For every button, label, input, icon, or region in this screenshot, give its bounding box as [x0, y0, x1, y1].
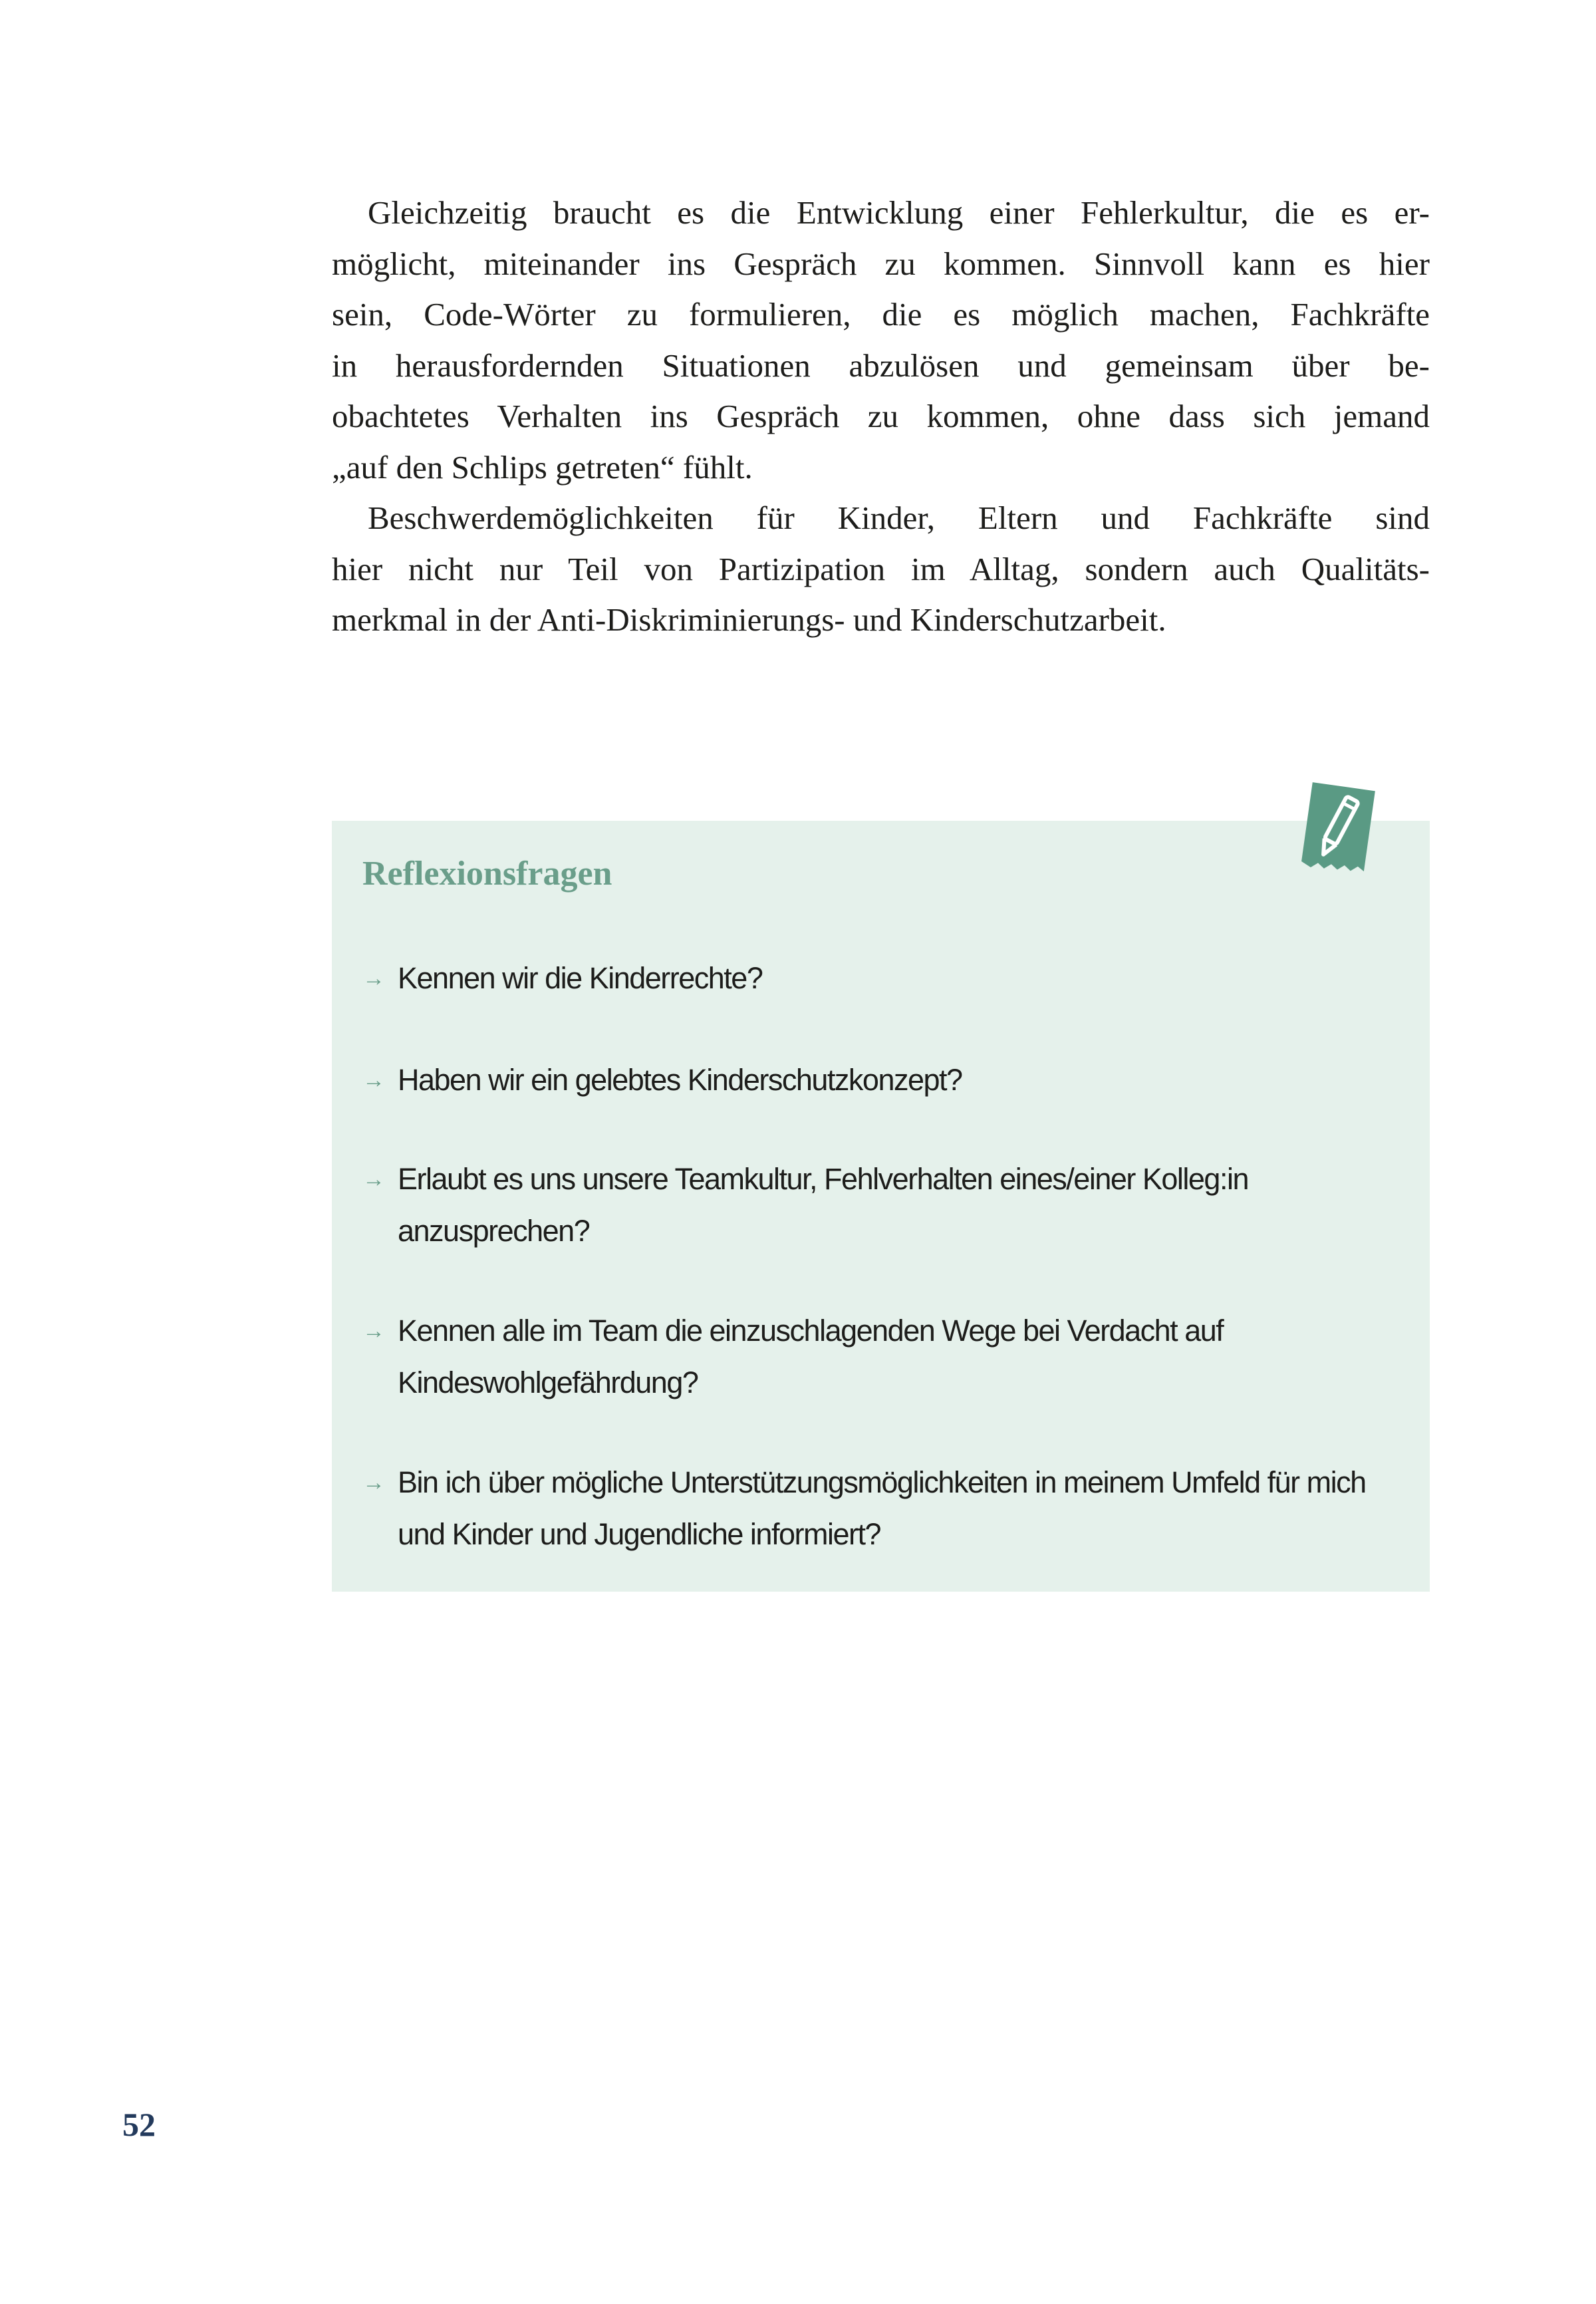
text-line: hier nicht nur Teil von Partizipation im Alltag, sondern auch Qualitäts-	[332, 550, 1430, 587]
question-item	[362, 1305, 1400, 1409]
question-text: Erlaubt es uns unsere Teamkultur, Fehlverhalten eines/einer Kolleg:in anzusprechen?	[398, 1162, 1248, 1248]
arrow-icon: →	[362, 1167, 384, 1192]
text-line: „auf den Schlips getreten“ fühlt.	[332, 448, 753, 486]
arrow-icon: →	[362, 966, 384, 991]
arrow-icon: →	[362, 1068, 384, 1093]
question-item	[362, 952, 1400, 1004]
arrow-icon: →	[362, 1318, 384, 1344]
text-line: sein, Code-Wörter zu formulieren, die es möglich machen, Fachkräfte	[332, 296, 1430, 333]
reflection-questions-box	[332, 821, 1430, 1592]
arrow-icon: →	[362, 1470, 384, 1495]
question-item	[362, 1153, 1400, 1257]
question-item	[362, 1457, 1400, 1560]
box-title: Reflexionsfragen	[362, 855, 612, 893]
question-item	[362, 1054, 1400, 1106]
question-text: Kennen alle im Team die einzuschlagenden Wege bei Verdacht auf Kindeswohlgefährdung?	[398, 1314, 1224, 1399]
text-line: in herausfordernden Situationen abzulösen und gemeinsam über be-	[332, 347, 1430, 384]
page-number: 52	[122, 2106, 156, 2143]
question-text: Bin ich über mögliche Unterstützungsmöglichkeiten in meinem Umfeld für mich und Kinder und Jugendliche informiert?	[398, 1465, 1366, 1551]
question-text: Haben wir ein gelebtes Kinderschutzkonzept?	[398, 1063, 962, 1097]
pencil-icon	[1296, 781, 1379, 881]
text-line: möglicht, miteinander ins Gespräch zu kommen. Sinnvoll kann es hier	[332, 245, 1430, 282]
question-text: Kennen wir die Kinderrechte?	[398, 961, 763, 995]
text-line: obachtetes Verhalten ins Gespräch zu kommen, ohne dass sich jemand	[332, 398, 1430, 434]
text-line: Gleichzeitig braucht es die Entwicklung einer Fehlerkultur, die es er-	[368, 194, 1430, 231]
text-line: Beschwerdemöglichkeiten für Kinder, Eltern und Fachkräfte sind	[368, 500, 1430, 536]
body-text	[332, 188, 1430, 646]
text-line: merkmal in der Anti-Diskriminierungs- und Kinderschutzarbeit.	[332, 601, 1166, 638]
